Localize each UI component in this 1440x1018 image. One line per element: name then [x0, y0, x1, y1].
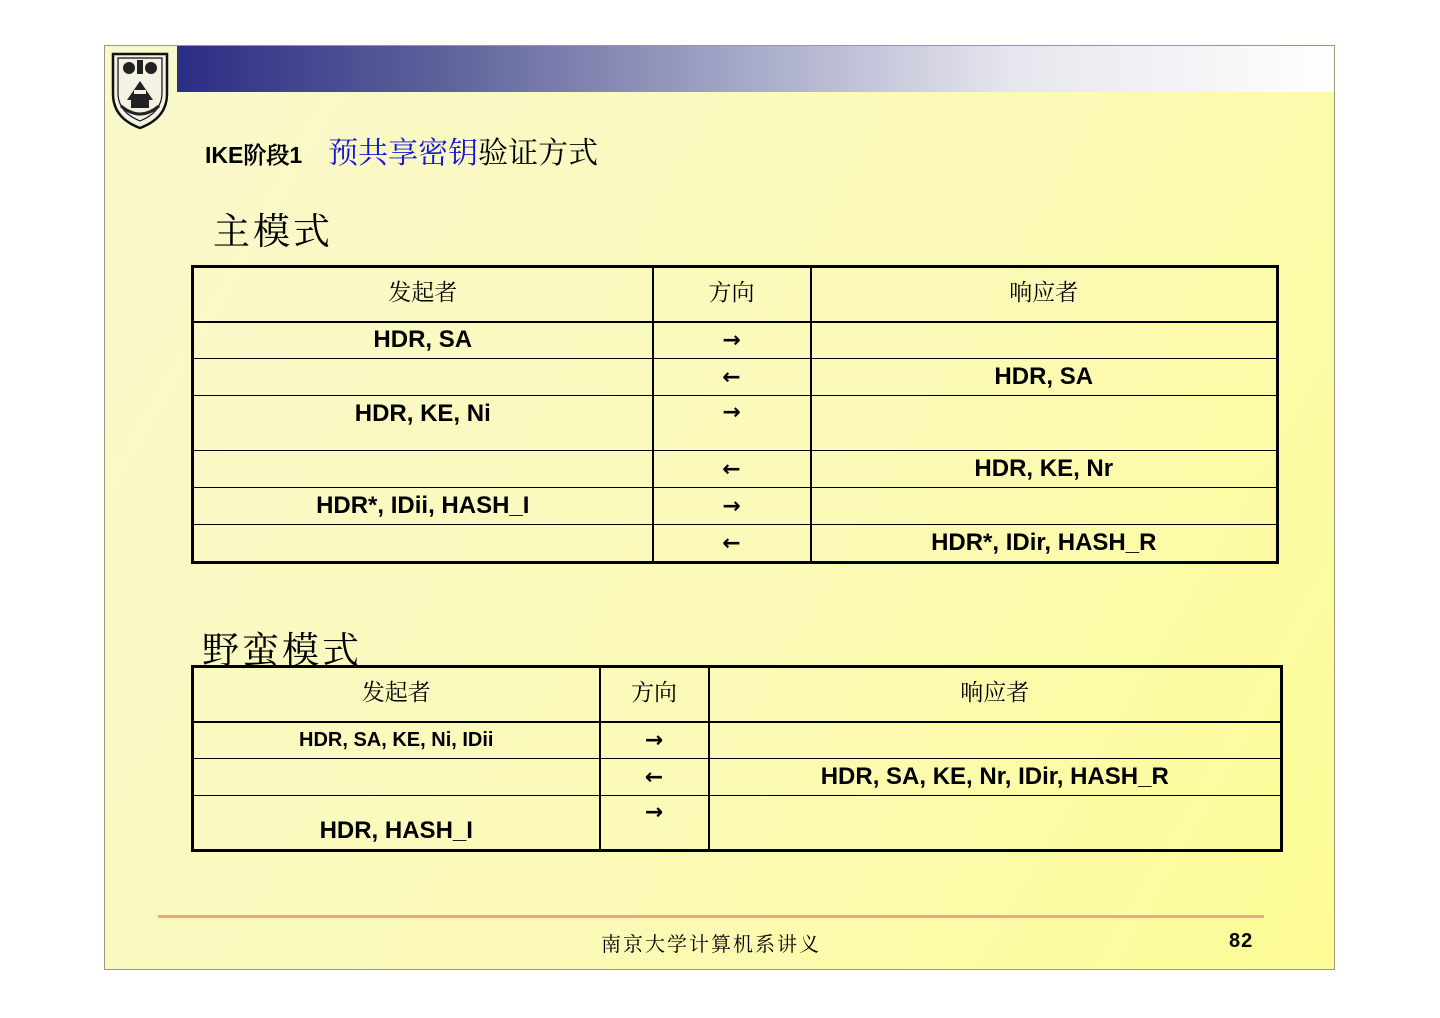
footer-divider — [158, 915, 1264, 918]
direction-cell: → — [653, 322, 811, 359]
table-row — [193, 722, 1282, 759]
responder-cell — [811, 396, 1278, 451]
header-gradient-band — [177, 46, 1335, 92]
main-mode-table — [191, 265, 1279, 564]
initiator-cell — [193, 759, 600, 796]
direction-cell: → — [600, 722, 709, 759]
slide-title — [205, 128, 599, 171]
column-header-direction: 方向 — [600, 667, 709, 722]
initiator-cell: HDR, SA, KE, Ni, IDii — [193, 722, 600, 759]
table-row — [193, 796, 1282, 851]
page-number: 82 — [1229, 930, 1254, 952]
initiator-cell: HDR, SA — [193, 322, 653, 359]
direction-cell: ← — [653, 359, 811, 396]
initiator-cell — [193, 451, 653, 488]
title-rest: 验证方式 — [478, 136, 599, 171]
initiator-cell — [193, 359, 653, 396]
aggressive-mode-heading: 野蛮模式 — [202, 629, 362, 672]
main-mode-heading: 主模式 — [213, 210, 333, 253]
university-seal-icon — [107, 48, 173, 130]
initiator-cell: HDR, KE, Ni — [193, 396, 653, 451]
direction-cell: ← — [653, 525, 811, 563]
table-row — [193, 451, 1278, 488]
column-header-responder: 响应者 — [811, 267, 1278, 322]
table-row — [193, 359, 1278, 396]
table-row — [193, 396, 1278, 451]
footer-course-text: 南京大学计算机系讲义 — [601, 932, 821, 956]
responder-cell: HDR, KE, Nr — [811, 451, 1278, 488]
column-header-initiator: 发起者 — [193, 267, 653, 322]
title-prefix: IKE阶段1 — [205, 142, 303, 168]
table-row — [193, 525, 1278, 563]
responder-cell: HDR, SA, KE, Nr, IDir, HASH_R — [709, 759, 1282, 796]
responder-cell — [811, 322, 1278, 359]
responder-cell — [709, 722, 1282, 759]
column-header-initiator: 发起者 — [193, 667, 600, 722]
direction-cell: ← — [600, 759, 709, 796]
responder-cell: HDR*, IDir, HASH_R — [811, 525, 1278, 563]
table-row — [193, 488, 1278, 525]
direction-cell: → — [653, 488, 811, 525]
title-highlight: 预共享密钥 — [328, 136, 479, 171]
initiator-cell — [193, 525, 653, 563]
table-row — [193, 759, 1282, 796]
table-row — [193, 322, 1278, 359]
column-header-responder: 响应者 — [709, 667, 1282, 722]
slide — [104, 45, 1335, 970]
responder-cell — [709, 796, 1282, 851]
table-header-row — [193, 267, 1278, 322]
direction-cell: ← — [653, 451, 811, 488]
initiator-cell: HDR, HASH_I — [193, 796, 600, 851]
table-header-row — [193, 667, 1282, 722]
aggressive-mode-table — [191, 665, 1283, 852]
initiator-cell: HDR*, IDii, HASH_I — [193, 488, 653, 525]
direction-cell: → — [600, 796, 709, 851]
responder-cell — [811, 488, 1278, 525]
direction-cell: → — [653, 396, 811, 451]
column-header-direction: 方向 — [653, 267, 811, 322]
responder-cell: HDR, SA — [811, 359, 1278, 396]
